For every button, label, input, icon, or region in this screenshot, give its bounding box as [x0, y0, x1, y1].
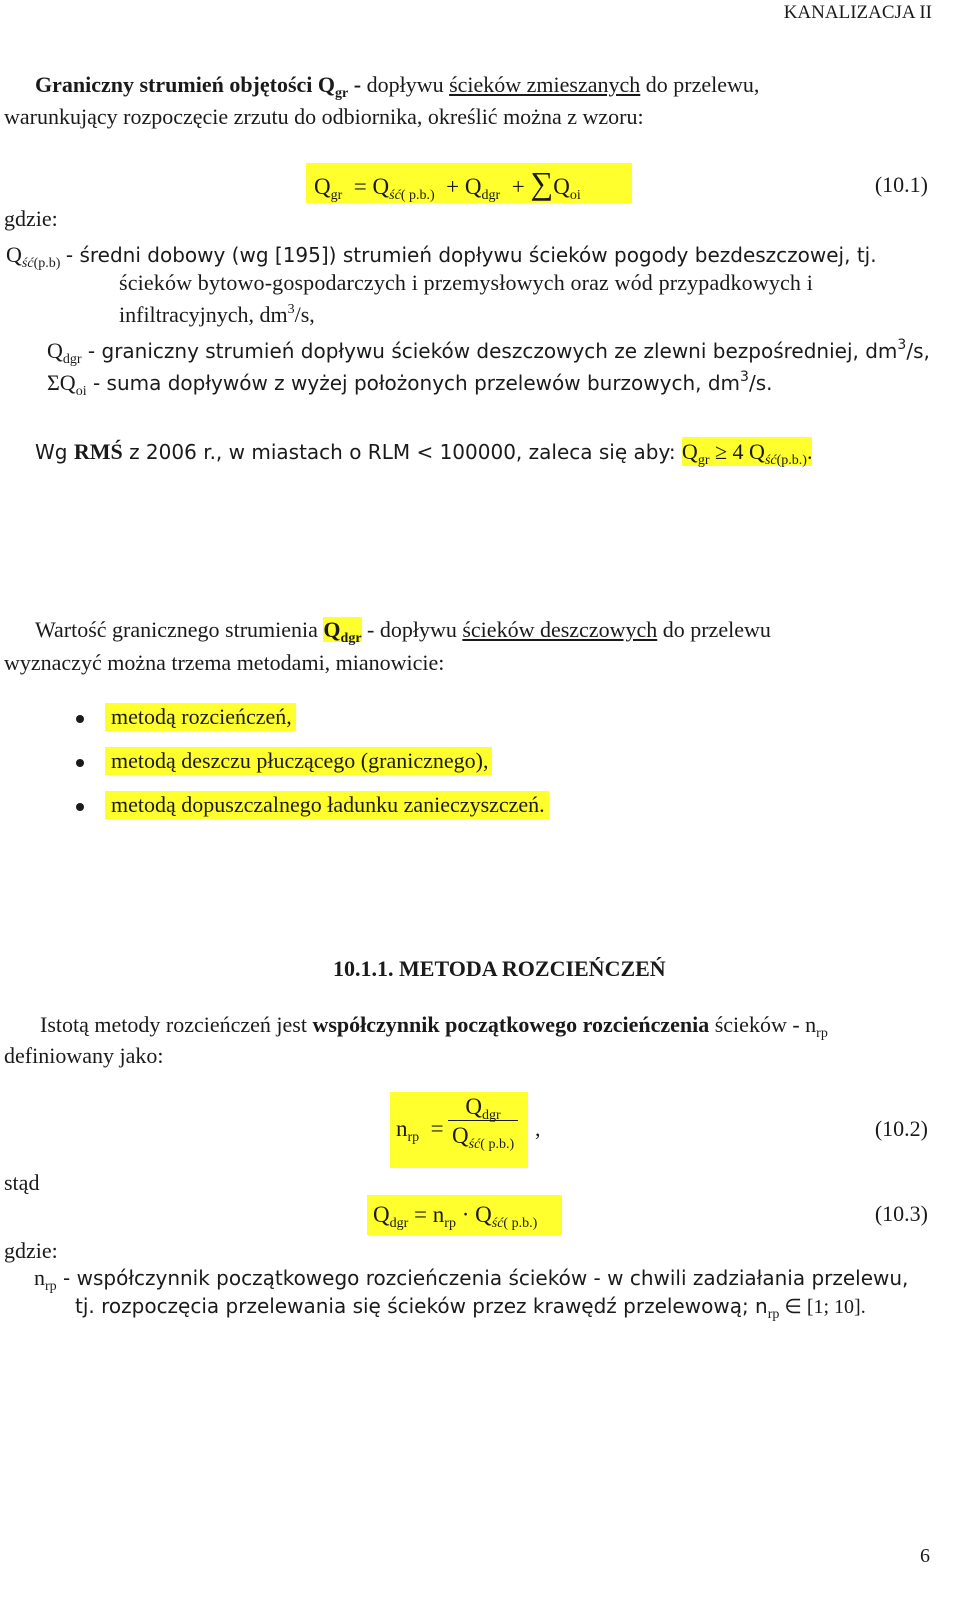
q-dgr-highlight: $Q_{dgr}$	[323, 617, 362, 646]
definition-q-sc-cont-1: ścieków bytowo-gospodarczych i przemysłowych oraz wód przypadkowych i	[119, 270, 813, 295]
symbol-q: $Q_{gr}$	[317, 72, 349, 101]
formula-10-2: $n_{rp}$ = $Q_{dgr}$ $Q_{ść( p.b.)}$	[390, 1092, 528, 1168]
gdzie-label-1: gdzie:	[4, 206, 58, 231]
intro-line-2: warunkujący rozpoczęcie zrzutu do odbiornika, określić można z wzoru:	[4, 104, 644, 129]
rms-recommendation: Wg RMŚ z 2006 r., w miastach o RLM < 100000, zaleca się aby: $Q_{gr} \ge 4$ $Q_{ść(p.b.)}$.	[35, 439, 813, 468]
term-bold: Graniczny strumień objętości	[35, 72, 313, 97]
definition-n-rp: $n_{rp}$ - współczynnik początkowego rozcieńczenia ścieków - w chwili zadziałania przelewu,	[34, 1265, 909, 1294]
wartosc-line-1: Wartość granicznego strumienia $Q_{dgr}$ - dopływu ścieków deszczowych do przelewu	[35, 617, 771, 646]
formula-10-2-comma: ,	[535, 1116, 541, 1141]
sum-symbol: ∑	[530, 165, 554, 201]
method-item-1: metodą rozcieńczeń,	[105, 703, 296, 731]
section-heading: 10.1.1. METODA ROZCIEŃCZEŃ	[333, 956, 666, 981]
formula-10-1: $Q_{gr} = Q_{ść( p.b.)} + Q_{dgr} + \sum Q_{oi}$	[306, 163, 632, 203]
method-item-3: metodą dopuszczalnego ładunku zanieczyszczeń.	[105, 791, 549, 819]
definition-sum-q-oi: $\Sigma Q_{oi}$ - suma dopływów z wyżej położonych przelewów burzowych, $dm^3/s$.	[47, 369, 773, 399]
running-header: KANALIZACJA II	[783, 2, 932, 23]
formula-10-3: $Q_{dgr} = n_{rp} \cdot Q_{ść( p.b.)}$	[367, 1195, 562, 1235]
rms-highlight-condition: $Q_{gr} \ge 4$ $Q_{ść(p.b.)}$.	[681, 439, 813, 468]
definition-q-dgr: $Q_{dgr}$ - graniczny strumień dopływu ścieków deszczowych ze zlewni bezpośredniej, $dm^3/s$,	[47, 337, 930, 367]
method-item-2: metodą deszczu płuczącego (granicznego),	[105, 747, 492, 775]
gdzie-label-2: gdzie:	[4, 1238, 58, 1263]
definition-q-sc-cont-2: infiltracyjnych, $dm^3/s$,	[119, 302, 315, 327]
definition-q-sc: $Q_{ść(p.b)}$ - średni dobowy (wg [195]) strumień dopływu ścieków pogody bezdeszczowej, tj.	[6, 242, 877, 271]
istota-line-2: definiowany jako:	[4, 1043, 164, 1068]
definition-n-rp-cont: tj. rozpoczęcia przelewania się ścieków przez krawędź przelewową; $n_{rp}$ ∈ [1; 10].	[75, 1294, 866, 1322]
bullet-icon	[76, 803, 84, 811]
underlined-term: ścieków zmieszanych	[449, 72, 641, 97]
bullet-icon	[76, 715, 84, 723]
stad-label: stąd	[4, 1170, 40, 1195]
istota-line-1: Istotą metody rozcieńczeń jest współczynnik początkowego rozcieńczenia ścieków - $n_{rp}$	[40, 1012, 828, 1041]
page-number: 6	[920, 1545, 930, 1567]
wartosc-line-2: wyznaczyć można trzema metodami, mianowicie:	[4, 650, 445, 675]
bullet-icon	[76, 759, 84, 767]
intro-line-1: Graniczny strumień objętości $Q_{gr}$ - dopływu ścieków zmieszanych do przelewu,	[35, 72, 760, 101]
formula-10-2-number: (10.2)	[874, 1116, 928, 1141]
formula-10-3-number: (10.3)	[874, 1201, 928, 1226]
formula-10-1-number: (10.1)	[874, 172, 928, 197]
